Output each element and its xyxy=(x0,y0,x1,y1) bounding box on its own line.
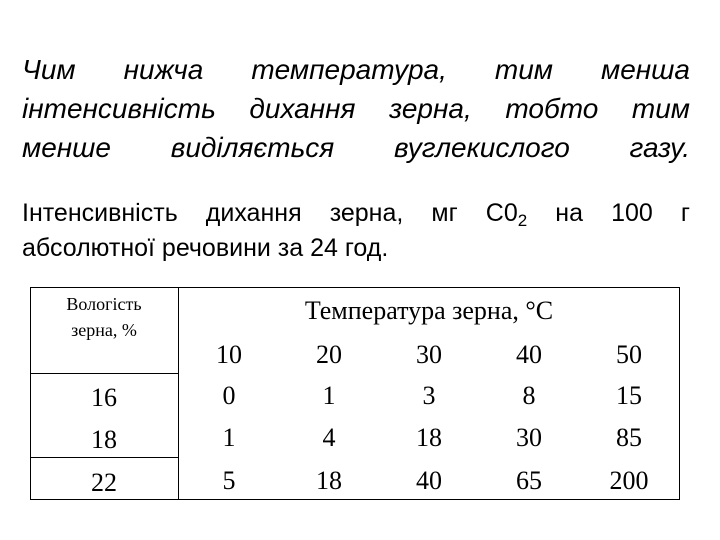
intro-paragraph xyxy=(22,50,690,167)
moisture-header xyxy=(30,291,178,343)
temperature-values-row xyxy=(179,339,679,375)
caption-tail-text: на 100 г xyxy=(527,199,690,227)
respiration-table xyxy=(30,287,680,500)
temperature-header: Температура зерна, °С xyxy=(304,296,554,325)
value-cell: 200 xyxy=(609,466,649,495)
table-row xyxy=(179,422,679,454)
caption-main-text: Інтенсивність дихання зерна, мг C0 xyxy=(22,199,518,227)
row-divider-1 xyxy=(30,373,179,374)
value-cell: 15 xyxy=(616,381,642,410)
table-row xyxy=(179,465,679,497)
moisture-cell: 18 xyxy=(91,425,117,454)
moisture-header-line-2: зерна, % xyxy=(71,320,137,340)
value-cell: 85 xyxy=(616,423,642,452)
value-cell: 65 xyxy=(516,466,542,495)
moisture-cell: 22 xyxy=(91,468,117,497)
value-cell: 8 xyxy=(522,381,536,410)
temperature-cell: 40 xyxy=(516,340,542,369)
intro-line-3: менше виділяється вуглекислого газу. xyxy=(22,132,690,163)
intro-line-2: інтенсивність дихання зерна, тобто тим xyxy=(22,93,690,124)
temperature-cell: 50 xyxy=(616,340,642,369)
value-cell: 1 xyxy=(222,423,236,452)
caption-line-2: абсолютної речовини за 24 год. xyxy=(22,234,389,262)
row-divider-2 xyxy=(30,457,179,458)
value-cell: 5 xyxy=(222,466,236,495)
caption-line-1 xyxy=(22,196,690,231)
caption-subscript: 2 xyxy=(517,211,528,230)
temperature-cell: 10 xyxy=(216,340,242,369)
moisture-cell: 16 xyxy=(91,383,117,412)
value-cell: 30 xyxy=(516,423,542,452)
value-cell: 3 xyxy=(422,381,436,410)
value-cell: 0 xyxy=(222,381,236,410)
value-cell: 18 xyxy=(416,423,442,452)
temperature-cell: 20 xyxy=(316,340,342,369)
table-caption xyxy=(22,196,690,266)
moisture-header-line-1: Вологість xyxy=(66,294,142,314)
intro-line-1: Чим нижча температура, тим менша xyxy=(22,54,690,85)
table-row xyxy=(179,380,679,412)
value-cell: 1 xyxy=(322,381,336,410)
temperature-cell: 30 xyxy=(416,340,442,369)
value-cell: 40 xyxy=(416,466,442,495)
value-cell: 18 xyxy=(316,466,342,495)
value-cell: 4 xyxy=(322,423,336,452)
